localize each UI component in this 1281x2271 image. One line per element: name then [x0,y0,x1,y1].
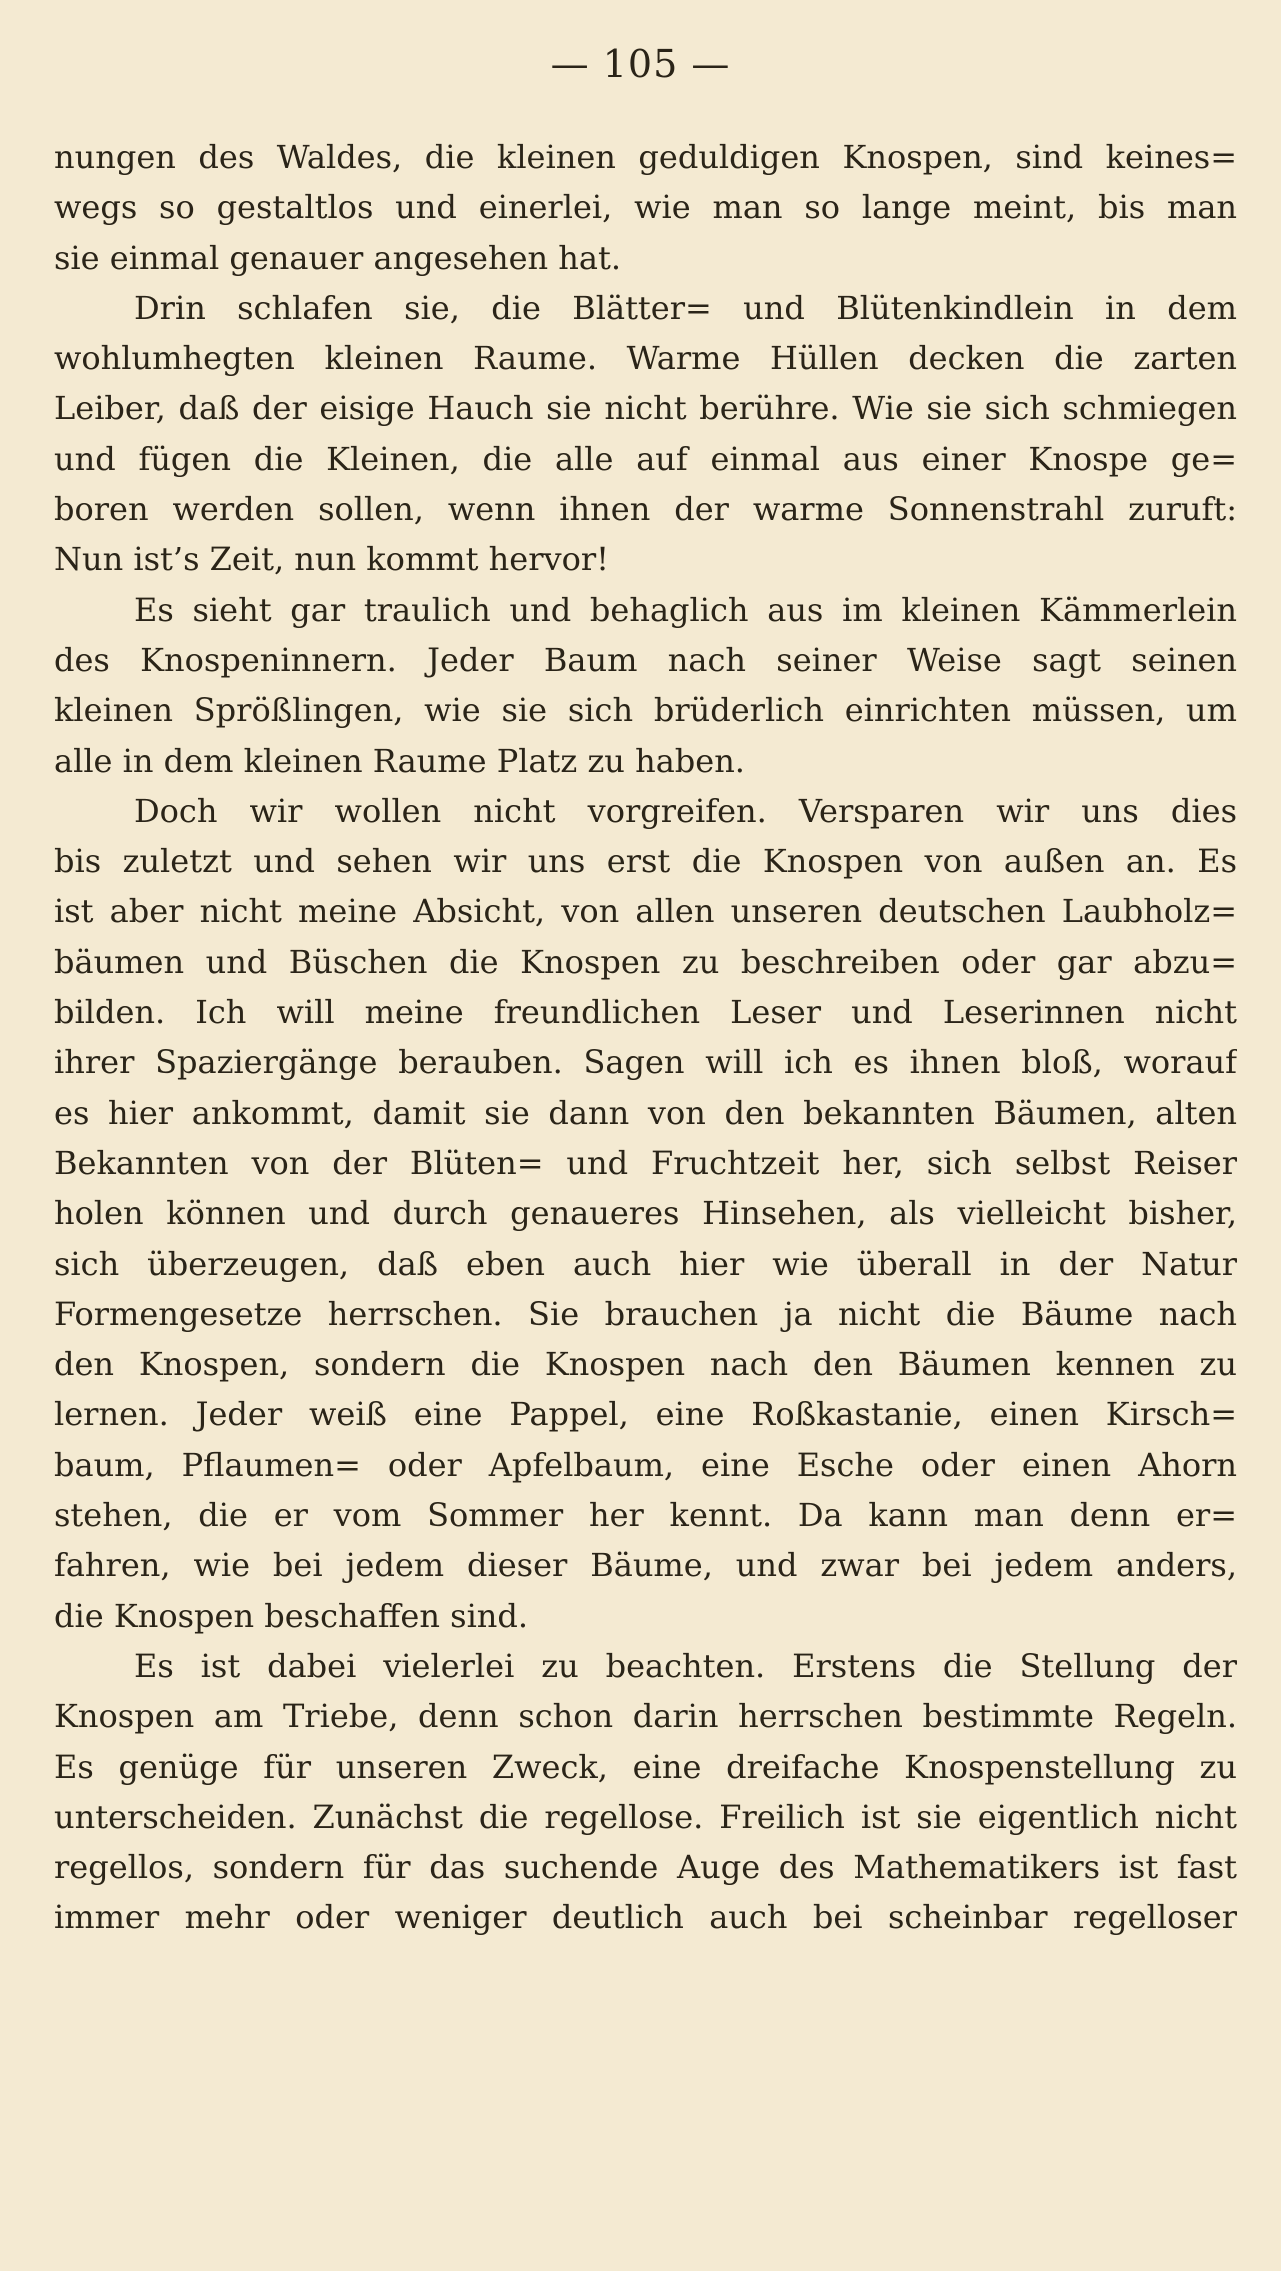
text-line: wohlumhegten kleinen Raume. Warme Hüllen decken die zarten [54,339,1237,378]
text-line: die Knospen beschaffen sind. [54,1596,529,1635]
text-line: baum, Pflaumen= oder Apfelbaum, eine Esche oder einen Ahorn [54,1445,1237,1484]
text-line: kleinen Sprößlingen, wie sie sich brüderlich einrichten müssen, um [54,691,1237,730]
text-line: Bekannten von der Blüten= und Fruchtzeit her, sich selbst Reiser [54,1143,1237,1182]
text-line: lernen. Jeder weiß eine Pappel, eine Roßkastanie, einen Kirsch= [54,1395,1237,1434]
text-line: es hier ankommt, damit sie dann von den bekannten Bäumen, alten [54,1093,1237,1132]
text-line: Knospen am Triebe, denn schon darin herrschen bestimmte Regeln. [54,1697,1237,1736]
text-line: sich überzeugen, daß eben auch hier wie überall in der Natur [54,1244,1237,1283]
text-line: regellos, sondern für das suchende Auge des Mathematikers ist fast [54,1848,1237,1887]
text-line: Doch wir wollen nicht vorgreifen. Versparen wir uns dies [134,791,1237,830]
text-line: bilden. Ich will meine freundlichen Leser und Leserinnen nicht [54,993,1237,1032]
body-text [54,132,1237,1943]
page-number: — 105 — [550,42,731,86]
text-line: boren werden sollen, wenn ihnen der warme Sonnenstrahl zuruft: [54,490,1237,529]
text-line: Formengesetze herrschen. Sie brauchen ja nicht die Bäume nach [54,1294,1237,1333]
text-line: unterscheiden. Zunächst die regellose. Freilich ist sie eigentlich nicht [54,1797,1237,1836]
text-line: stehen, die er vom Sommer her kennt. Da kann man denn er= [54,1496,1237,1535]
text-line: den Knospen, sondern die Knospen nach den Bäumen kennen zu [54,1345,1237,1384]
text-line: des Knospeninnern. Jeder Baum nach seiner Weise sagt seinen [54,640,1237,679]
text-line: und fügen die Kleinen, die alle auf einmal aus einer Knospe ge= [54,439,1237,478]
text-line: ihrer Spaziergänge berauben. Sagen will ich es ihnen bloß, worauf [54,1043,1237,1082]
text-line: Drin schlafen sie, die Blätter= und Blütenkindlein in dem [134,288,1237,327]
text-line: bäumen und Büschen die Knospen zu beschreiben oder gar abzu= [54,942,1237,981]
text-line: Es sieht gar traulich und behaglich aus im kleinen Kämmerlein [134,590,1237,629]
text-line: bis zuletzt und sehen wir uns erst die Knospen von außen an. Es [54,842,1237,881]
text-line: wegs so gestaltlos und einerlei, wie man so lange meint, bis man [54,188,1237,227]
text-line: sie einmal genauer angesehen hat. [54,238,622,277]
text-line: alle in dem kleinen Raume Platz zu haben. [54,741,745,780]
text-line: holen können und durch genaueres Hinsehen, als vielleicht bisher, [54,1194,1237,1233]
text-line: immer mehr oder weniger deutlich auch bei scheinbar regelloser [54,1898,1237,1937]
text-line: ist aber nicht meine Absicht, von allen unseren deutschen Laubholz= [54,892,1237,931]
text-line: nungen des Waldes, die kleinen geduldigen Knospen, sind keines= [54,138,1237,176]
text-line: Es genüge für unseren Zweck, eine dreifache Knospenstellung zu [54,1747,1237,1786]
text-line: Nun ist’s Zeit, nun kommt hervor! [54,540,609,579]
text-line: Es ist dabei vielerlei zu beachten. Erstens die Stellung der [134,1646,1237,1685]
text-line: fahren, wie bei jedem dieser Bäume, und zwar bei jedem anders, [54,1546,1237,1585]
text-line: Leiber, daß der eisige Hauch sie nicht berühre. Wie sie sich schmiegen [54,389,1237,428]
